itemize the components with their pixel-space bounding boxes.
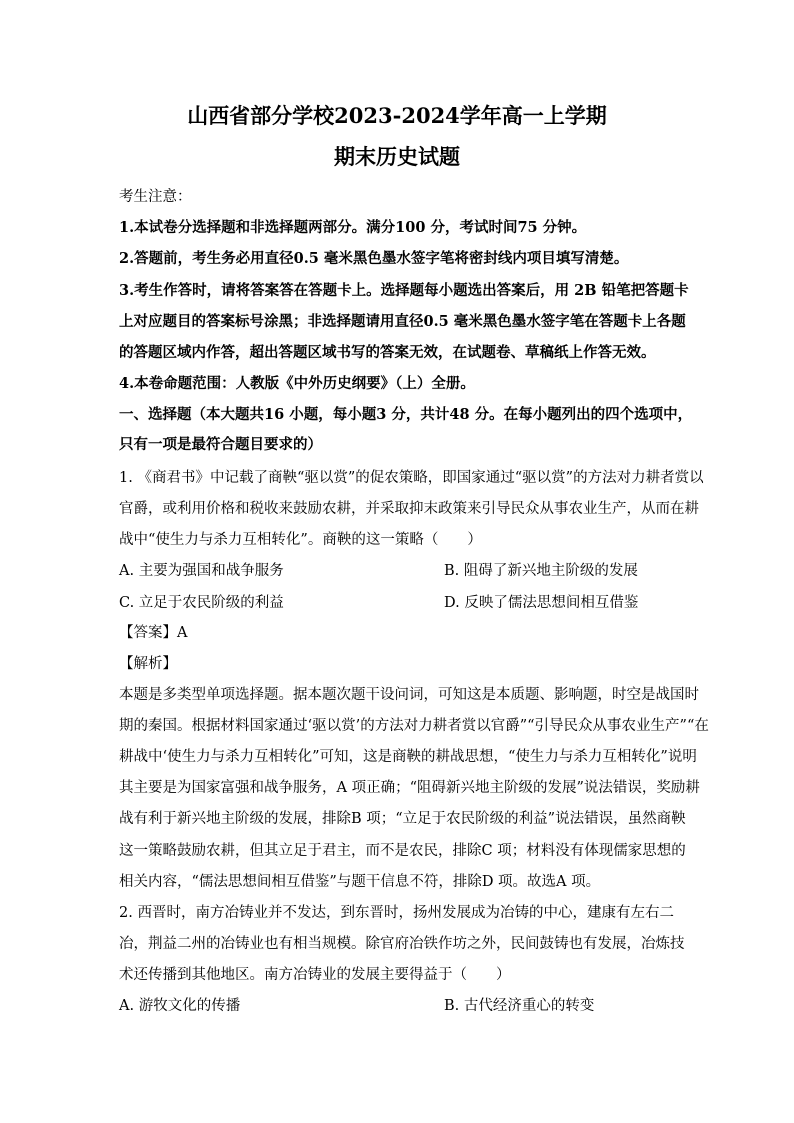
notice-line: 2.答题前，考生务必用直径0.5 毫米黑色墨水签字笔将密封线内项目填写清楚。 (119, 250, 629, 267)
q1-stem-line: 战中“使生力与杀力互相转化”。商鞅的这一策略（ ） (119, 532, 482, 548)
q2-stem-line: 冶，荆益二州的冶铸业也有相当规模。除官府冶铁作坊之外，民间鼓铸也有发展，冶炼技 (119, 936, 685, 952)
q1-option-c: C. 立足于农民阶级的利益 (119, 595, 284, 611)
q1-analysis-line: 其主要是为国家富强和战争服务，A 项正确；“阻碍新兴地主阶级的发展”说法错误，奖励耕 (119, 780, 700, 796)
q2-option-a: A. 游牧文化的传播 (119, 998, 241, 1014)
q1-analysis-line: 本题是多类型单项选择题。据本题次题干设问词，可知这是本质题、影响题，时空是战国时 (119, 687, 699, 703)
exam-title-line2: 期末历史试题 (334, 144, 460, 169)
q2-option-b: B. 古代经济重心的转变 (444, 998, 595, 1014)
q1-analysis-heading: 【解析】 (119, 656, 177, 672)
q2-stem-line: 2. 西晋时，南方冶铸业并不发达，到东晋时，扬州发展成为冶铸的中心，建康有左右二 (119, 905, 674, 921)
section-heading: 一、选择题（本大题共16 小题，每小题3 分，共计48 分。在每小题列出的四个选项中， (119, 406, 693, 423)
notice-line: 4.本卷命题范围：人教版《中外历史纲要》（上）全册。 (119, 375, 475, 392)
notice-line: 3.考生作答时，请将答案答在答题卡上。选择题每小题选出答案后，用 2B 铅笔把答题卡 (119, 282, 689, 299)
q1-analysis-line: 这一策略鼓励农耕，但其立足于君主，而不是农民，排除C 项；材料没有体现儒家思想的 (119, 843, 686, 859)
q1-option-b: B. 阻碍了新兴地主阶级的发展 (444, 563, 638, 579)
notice-line: 上对应题目的答案标号涂黑；非选择题请用直径0.5 毫米黑色墨水签字笔在答题卡上各题 (119, 313, 686, 330)
notice-heading: 考生注意： (119, 189, 192, 205)
q1-stem-line: 1. 《商君书》中记载了商鞅“驱以赏”的促农策略，即国家通过“驱以赏”的方法对力耕者赏以 (119, 470, 704, 486)
q2-stem-line: 术还传播到其他地区。南方冶铸业的发展主要得益于（ ） (119, 967, 511, 983)
q1-analysis-line: 耕战中‘使生力与杀力互相转化”可知，这是商鞅的耕战思想，“使生力与杀力互相转化”说明 (119, 749, 697, 765)
q1-option-a: A. 主要为强国和战争服务 (119, 563, 284, 579)
q1-analysis-line: 期的秦国。根据材料国家通过‘驱以赏’的方法对力耕者赏以官爵”“引导民众从事农业生产”“在 (119, 718, 709, 734)
notice-line: 的答题区域内作答，超出答题区域书写的答案无效，在试题卷、草稿纸上作答无效。 (119, 344, 656, 361)
q1-stem-line: 官爵，或利用价格和税收来鼓励农耕，并采取抑末政策来引导民众从事农业生产，从而在耕 (119, 501, 699, 517)
q1-analysis-line: 相关内容，“儒法思想间相互借鉴”与题干信息不符，排除D 项。故选A 项。 (119, 874, 601, 890)
notice-line: 1.本试卷分选择题和非选择题两部分。满分100 分，考试时间75 分钟。 (119, 219, 587, 236)
q1-option-d: D. 反映了儒法思想间相互借鉴 (444, 595, 639, 611)
exam-title-line1: 山西省部分学校2023-2024学年高一上学期 (187, 103, 607, 128)
q1-analysis-line: 战有利于新兴地主阶级的发展，排除B 项；“立足于农民阶级的利益”说法错误，虽然商鞅 (119, 811, 686, 827)
section-heading: 只有一项是最符合题目要求的） (119, 436, 322, 453)
q1-answer: 【答案】A (119, 625, 188, 641)
